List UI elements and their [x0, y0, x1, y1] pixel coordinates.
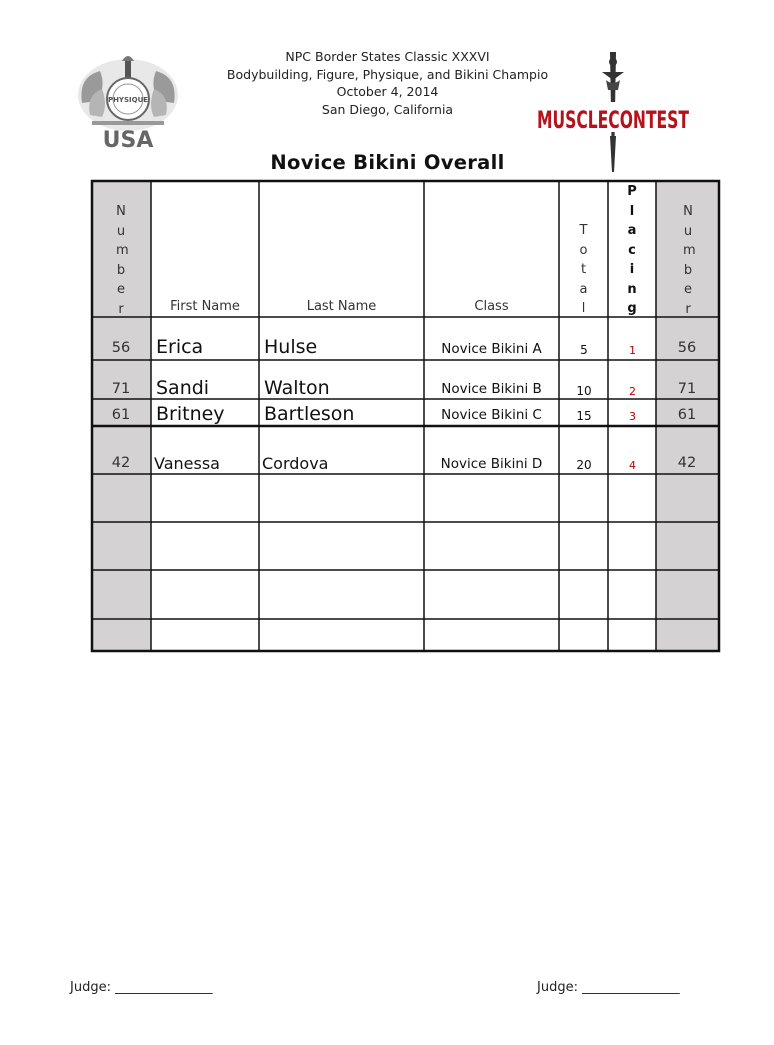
header-last-name: Last Name	[306, 299, 377, 314]
judge-signature-right: Judge: _______________	[537, 980, 680, 995]
page-title: Novice Bikini Overall	[270, 151, 505, 174]
row-number-right: 42	[677, 455, 697, 471]
event-subtitle: Bodybuilding, Figure, Physique, and Bikini Champio	[226, 66, 549, 82]
row-last-name: Bartleson	[264, 403, 355, 425]
row-first-name: Britney	[156, 403, 225, 425]
header-class: Class	[474, 299, 509, 314]
row-first-name: Erica	[156, 336, 204, 358]
row-total: 15	[576, 409, 592, 423]
row-class: Novice Bikini B	[441, 381, 542, 397]
row-number-right: 61	[677, 407, 697, 423]
header-number-right-label: N u m b e r	[683, 204, 696, 317]
row-class: Novice Bikini C	[441, 407, 542, 423]
muscle-contest-text: MUSCLECONTEST	[537, 106, 690, 134]
header-total	[559, 221, 608, 319]
header-placing-label: P l a c i n g	[627, 184, 637, 316]
row-placing: 3	[629, 410, 636, 423]
usa-logo-badge: PHYSIQUE	[107, 96, 149, 104]
header-number-left-label: N u m b e r	[116, 204, 129, 317]
row-total: 20	[576, 458, 592, 472]
judge-signature-left: Judge: _______________	[70, 980, 213, 995]
row-placing: 2	[629, 385, 636, 398]
row-number-left: 42	[111, 455, 131, 471]
row-class: Novice Bikini A	[441, 341, 542, 357]
header-number-left	[91, 202, 151, 319]
header-total-label: T o t a l	[579, 223, 588, 316]
usa-logo-text: USA	[102, 128, 154, 153]
npc-usa-logo	[72, 55, 184, 157]
row-last-name: Walton	[264, 377, 330, 399]
row-placing: 1	[629, 344, 636, 357]
row-total: 10	[576, 384, 592, 398]
row-number-left: 56	[111, 340, 131, 356]
row-last-name: Cordova	[262, 454, 329, 473]
row-number-right: 71	[677, 381, 697, 397]
row-last-name: Hulse	[264, 336, 318, 358]
row-first-name: Sandi	[156, 377, 210, 399]
row-placing: 4	[629, 459, 636, 472]
event-location: San Diego, California	[321, 101, 454, 117]
row-first-name: Vanessa	[154, 454, 220, 473]
row-number-left: 71	[111, 381, 131, 397]
row-number-left: 61	[111, 407, 131, 423]
row-total: 5	[580, 343, 588, 357]
event-date: October 4, 2014	[336, 84, 439, 99]
row-number-right: 56	[677, 340, 697, 356]
event-name: NPC Border States Classic XXXVI	[285, 49, 490, 64]
header-placing	[608, 182, 656, 319]
header-first-name: First Name	[170, 299, 240, 314]
header-number-right	[656, 202, 720, 319]
row-class: Novice Bikini D	[440, 456, 543, 472]
